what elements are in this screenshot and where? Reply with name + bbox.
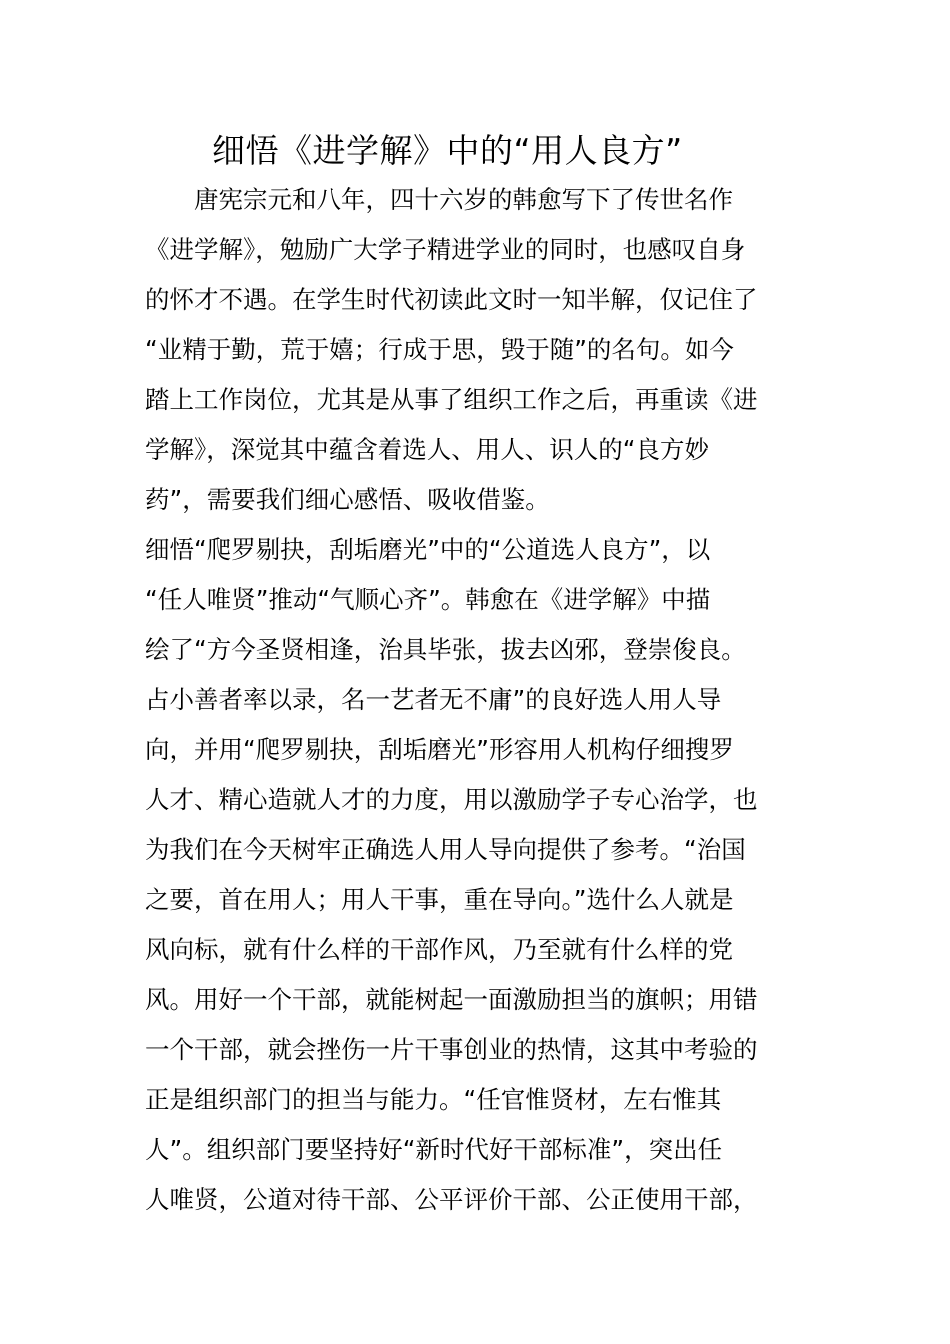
paragraph-line: 人唯贤，公道对待干部、公平评价干部、公正使用干部， [145,1185,758,1214]
paragraph-line: “业精于勤，荒于嬉；行成于思，毁于随”的名句。如今 [145,335,734,364]
document-title: 细悟《进学解》中的“用人良方” [212,131,683,170]
paragraph-line: “任人唯贤”推动“气顺心齐”。韩愈在《进学解》中描 [145,585,711,614]
paragraph-line: 的怀才不遇。在学生时代初读此文时一知半解，仅记住了 [145,285,758,314]
paragraph-line: 唐宪宗元和八年，四十六岁的韩愈写下了传世名作 [145,185,733,214]
paragraph-line: 向，并用“爬罗剔抉，刮垢磨光”形容用人机构仔细搜罗 [145,735,734,764]
paragraph-line: 《进学解》，勉励广大学子精进学业的同时，也感叹自身 [145,235,746,264]
paragraph-line: 风。用好一个干部，就能树起一面激励担当的旗帜；用错 [145,985,758,1014]
paragraph-line: 踏上工作岗位，尤其是从事了组织工作之后，再重读《进 [145,385,758,414]
paragraph-line: 细悟“爬罗剔抉，刮垢磨光”中的“公道选人良方”，以 [145,535,711,564]
paragraph-line: 之要，首在用人；用人干事，重在导向。”选什么人就是 [145,885,734,914]
paragraph-line: 人才、精心造就人才的力度，用以激励学子专心治学，也 [145,785,758,814]
paragraph-line: 为我们在今天树牢正确选人用人导向提供了参考。“治国 [145,835,746,864]
paragraph-line: 学解》，深觉其中蕴含着选人、用人、识人的“良方妙 [145,435,709,464]
paragraph-line: 占小善者率以录，名一艺者无不庸”的良好选人用人导 [145,685,722,714]
paragraph-line: 一个干部，就会挫伤一片干事创业的热情，这其中考验的 [145,1035,758,1064]
paragraph-line: 正是组织部门的担当与能力。“任官惟贤材，左右惟其 [145,1085,722,1114]
paragraph-line: 人”。组织部门要坚持好“新时代好干部标准”，突出任 [145,1135,723,1164]
paragraph-line: 绘了“方今圣贤相逢，治具毕张，拔去凶邪，登崇俊良。 [145,635,746,664]
paragraph-line: 药”，需要我们细心感悟、吸收借鉴。 [145,485,550,514]
paragraph-line: 风向标，就有什么样的干部作风，乃至就有什么样的党 [145,935,733,964]
